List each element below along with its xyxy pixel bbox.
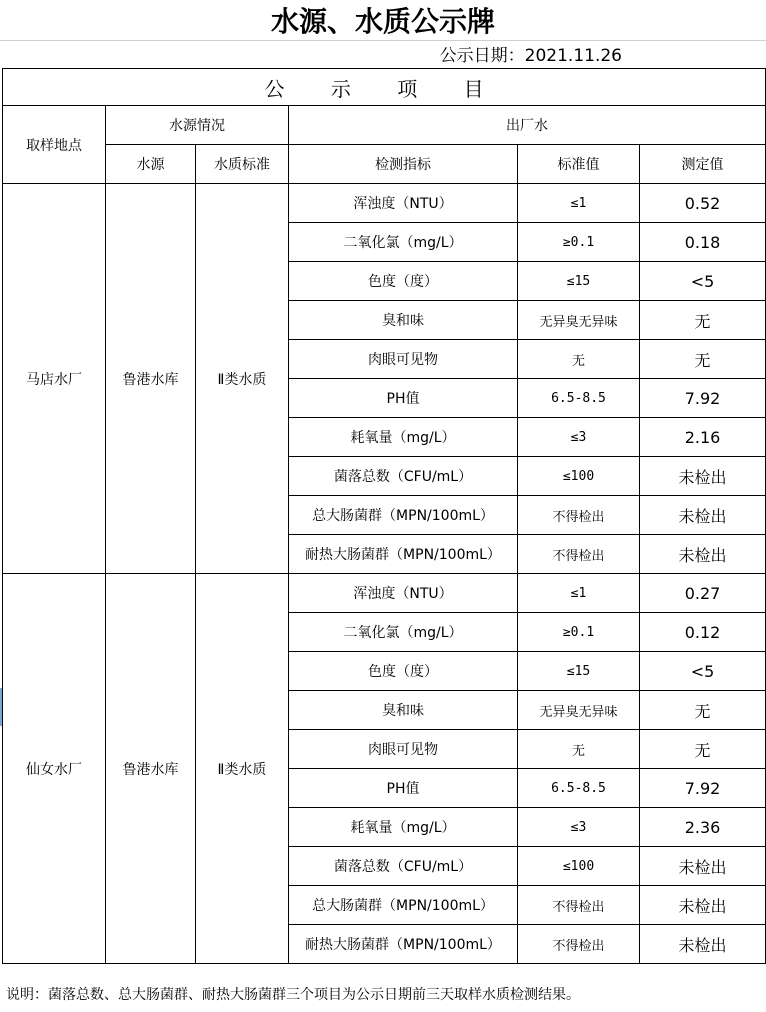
measured-value-cell: 未检出 bbox=[640, 847, 766, 886]
indicator-cell: 耐热大肠菌群（MPN/100mL） bbox=[289, 925, 518, 964]
page-title: 水源、水质公示牌 bbox=[270, 5, 495, 38]
indicator-cell: 耐热大肠菌群（MPN/100mL） bbox=[289, 535, 518, 574]
measured-value-cell: 0.12 bbox=[640, 613, 766, 652]
water-quality-table bbox=[2, 68, 766, 964]
indicator-cell: 总大肠菌群（MPN/100mL） bbox=[289, 496, 518, 535]
publish-date: 公示日期：2021.11.26 bbox=[439, 46, 622, 66]
standard-value-cell: 无异臭无异味 bbox=[518, 691, 640, 730]
header-indicator: 检测指标 bbox=[289, 145, 518, 184]
water-source: 鲁港水库 bbox=[106, 574, 196, 964]
table-row bbox=[3, 184, 766, 223]
standard-value-cell: 不得检出 bbox=[518, 886, 640, 925]
measured-value-cell: 无 bbox=[640, 340, 766, 379]
indicator-cell: 二氧化氯（mg/L） bbox=[289, 613, 518, 652]
measured-value-cell: 未检出 bbox=[640, 886, 766, 925]
header-outlet-group: 出厂水 bbox=[289, 106, 766, 145]
standard-value-cell: ≤1 bbox=[518, 184, 640, 223]
standard-value-cell: ≤3 bbox=[518, 808, 640, 847]
header-site: 取样地点 bbox=[3, 106, 106, 184]
indicator-cell: 色度（度） bbox=[289, 262, 518, 301]
table-row bbox=[3, 574, 766, 613]
header-source: 水源 bbox=[106, 145, 196, 184]
measured-value-cell: 无 bbox=[640, 691, 766, 730]
measured-value-cell: 未检出 bbox=[640, 496, 766, 535]
water-source: 鲁港水库 bbox=[106, 184, 196, 574]
plant-name: 马店水厂 bbox=[3, 184, 106, 574]
standard-value-cell: 无异臭无异味 bbox=[518, 301, 640, 340]
standard-value-cell: 不得检出 bbox=[518, 496, 640, 535]
indicator-cell: 浑浊度（NTU） bbox=[289, 184, 518, 223]
standard-value-cell: ≤15 bbox=[518, 262, 640, 301]
standard-value-cell: ≤100 bbox=[518, 847, 640, 886]
indicator-cell: 浑浊度（NTU） bbox=[289, 574, 518, 613]
measured-value-cell: 0.18 bbox=[640, 223, 766, 262]
indicator-cell: 菌落总数（CFU/mL） bbox=[289, 847, 518, 886]
measured-value-cell: 7.92 bbox=[640, 379, 766, 418]
standard-value-cell: ≤1 bbox=[518, 574, 640, 613]
indicator-cell: PH值 bbox=[289, 769, 518, 808]
indicator-cell: 二氧化氯（mg/L） bbox=[289, 223, 518, 262]
header-source-group: 水源情况 bbox=[106, 106, 289, 145]
indicator-cell: 耗氧量（mg/L） bbox=[289, 808, 518, 847]
plant-name: 仙女水厂 bbox=[3, 574, 106, 964]
measured-value-cell: 未检出 bbox=[640, 535, 766, 574]
measured-value-cell: 2.36 bbox=[640, 808, 766, 847]
header-standard: 水质标准 bbox=[196, 145, 289, 184]
indicator-cell: 臭和味 bbox=[289, 301, 518, 340]
measured-value-cell: 无 bbox=[640, 301, 766, 340]
measured-value-cell: 0.27 bbox=[640, 574, 766, 613]
standard-value-cell: 6.5-8.5 bbox=[518, 379, 640, 418]
standard-value-cell: ≤3 bbox=[518, 418, 640, 457]
measured-value-cell: 2.16 bbox=[640, 418, 766, 457]
indicator-cell: 菌落总数（CFU/mL） bbox=[289, 457, 518, 496]
header-measured-value: 测定值 bbox=[640, 145, 766, 184]
indicator-cell: 总大肠菌群（MPN/100mL） bbox=[289, 886, 518, 925]
indicator-cell: PH值 bbox=[289, 379, 518, 418]
measured-value-cell: 无 bbox=[640, 730, 766, 769]
measured-value-cell: 未检出 bbox=[640, 457, 766, 496]
indicator-cell: 臭和味 bbox=[289, 691, 518, 730]
header-standard-value: 标准值 bbox=[518, 145, 640, 184]
quality-standard: Ⅱ类水质 bbox=[196, 574, 289, 964]
section-band: 公 示 项 目 bbox=[3, 69, 766, 106]
standard-value-cell: ≥0.1 bbox=[518, 223, 640, 262]
indicator-cell: 肉眼可见物 bbox=[289, 340, 518, 379]
standard-value-cell: 不得检出 bbox=[518, 925, 640, 964]
standard-value-cell: 不得检出 bbox=[518, 535, 640, 574]
measured-value-cell: 7.92 bbox=[640, 769, 766, 808]
indicator-cell: 耗氧量（mg/L） bbox=[289, 418, 518, 457]
standard-value-cell: 无 bbox=[518, 730, 640, 769]
standard-value-cell: ≤100 bbox=[518, 457, 640, 496]
measured-value-cell: <5 bbox=[640, 652, 766, 691]
standard-value-cell: ≤15 bbox=[518, 652, 640, 691]
standard-value-cell: 无 bbox=[518, 340, 640, 379]
measured-value-cell: 未检出 bbox=[640, 925, 766, 964]
quality-standard: Ⅱ类水质 bbox=[196, 184, 289, 574]
indicator-cell: 肉眼可见物 bbox=[289, 730, 518, 769]
measured-value-cell: 0.52 bbox=[640, 184, 766, 223]
standard-value-cell: ≥0.1 bbox=[518, 613, 640, 652]
measured-value-cell: <5 bbox=[640, 262, 766, 301]
footnote: 说明：菌落总数、总大肠菌群、耐热大肠菌群三个项目为公示日期前三天取样水质检测结果。 bbox=[6, 987, 580, 1003]
row-selection-marker bbox=[0, 688, 2, 726]
indicator-cell: 色度（度） bbox=[289, 652, 518, 691]
standard-value-cell: 6.5-8.5 bbox=[518, 769, 640, 808]
